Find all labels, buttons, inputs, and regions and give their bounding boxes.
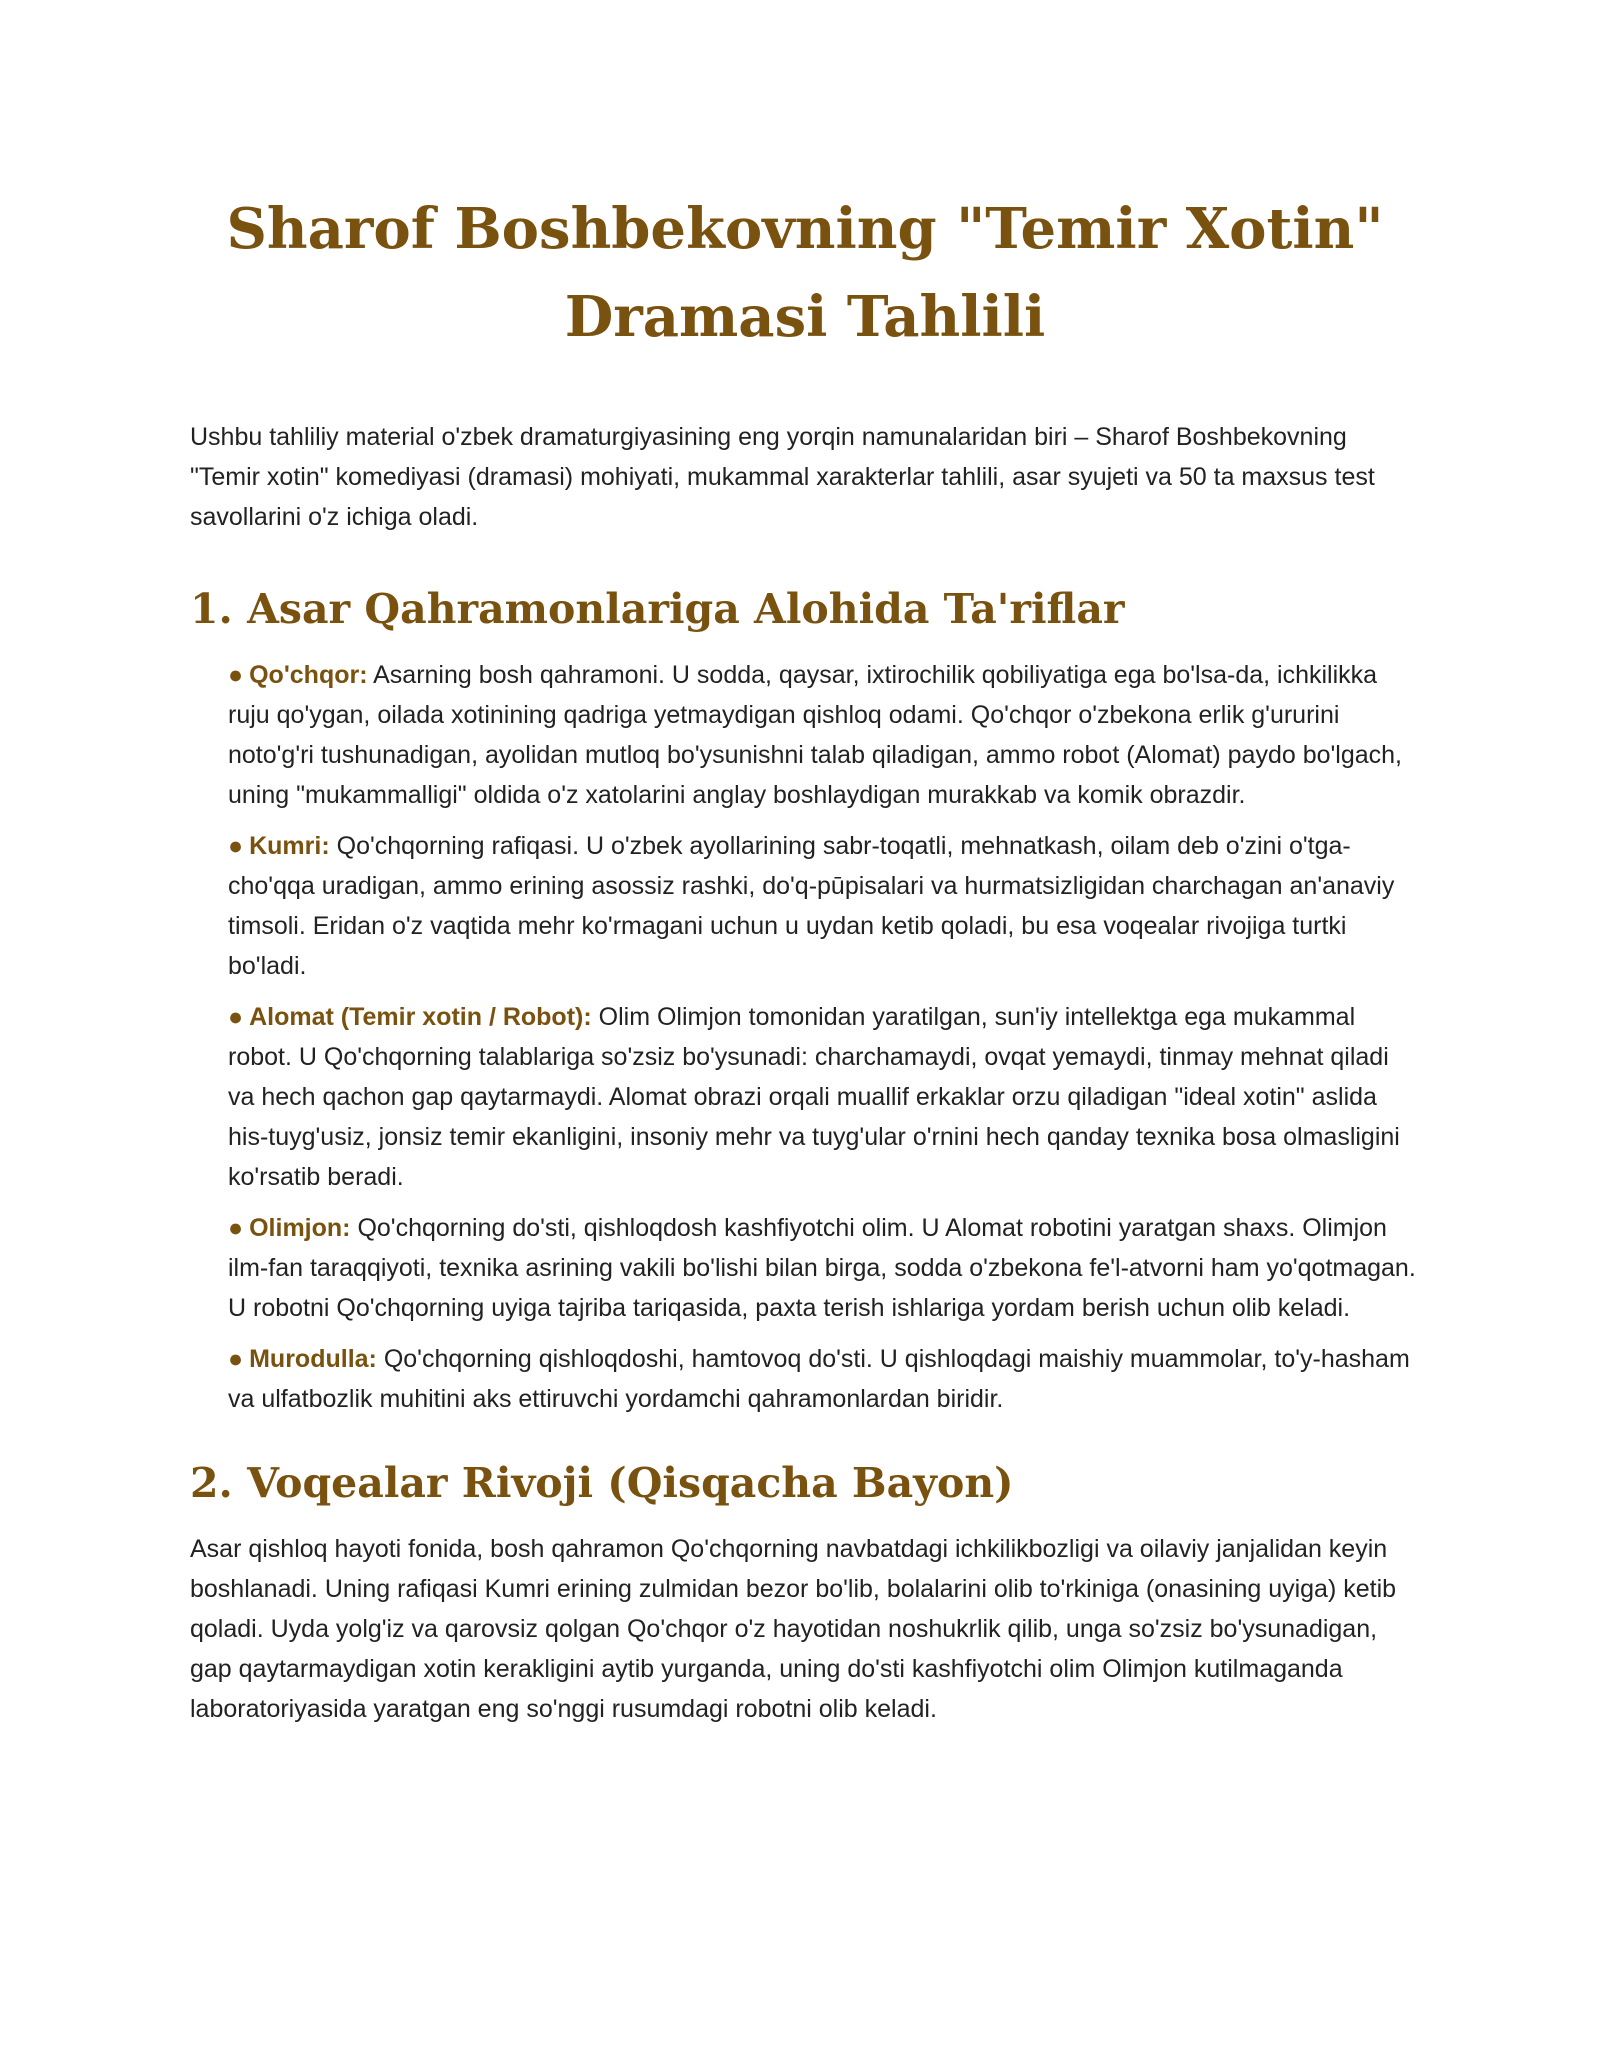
character-item-kumri <box>228 826 1420 986</box>
bullet-icon: ● <box>228 661 244 689</box>
bullet-icon: ● <box>228 832 244 860</box>
intro-paragraph: Ushbu tahliliy material o'zbek dramaturgiyasining eng yorqin namunalaridan biri – Sharof Boshbekovning "Temir xotin" komediyasi (dramasi) mohiyati, mukammal xarakterlar tahlili, asar syujeti va 50 ta maxsus test savollarini o'z ichiga oladi. <box>190 423 1375 531</box>
section-1-heading: 1. Asar Qahramonlariga Alohida Ta'riflar <box>190 585 1125 633</box>
character-description: Asarning bosh qahramoni. U sodda, qaysar, ixtirochilik qobiliyatiga ega bo'lsa-da, ichkilikka ruju qo'ygan, oilada xotinining qadriga yetmaydigan qishloq odami. Qo'chqor o'zbekona erlik g'ururini noto'g'ri tushunadigan, ayolidan mutloq bo'ysunishni talab qiladigan, ammo robot (Alomat) paydo bo'lgach, uning "mukammalligi" oldida o'z xatolarini anglay boshlaydigan murakkab va komik obrazdir. <box>228 661 1402 809</box>
character-name: Murodulla: <box>249 1345 377 1373</box>
character-description: Qo'chqorning qishloqdoshi, hamtovoq do'sti. U qishloqdagi maishiy muammolar, to'y-hasham va ulfatbozlik muhitini aks ettiruvchi yordamchi qahramonlardan biridir. <box>228 1345 1410 1413</box>
character-description: Qo'chqorning rafiqasi. U o'zbek ayollarining sabr-toqatli, mehnatkash, oilam deb o'zini o'tga-cho'qqa uradigan, ammo erining asossiz rashki, do'q-pūpisalari va hurmatsizligidan charchagan an'anaviy timsoli. Eridan o'z vaqtida mehr ko'rmagani uchun u uydan ketib qoladi, bu esa voqealar rivojiga turtki bo'ladi. <box>228 832 1395 980</box>
character-name: Olimjon: <box>249 1214 351 1242</box>
bullet-icon: ● <box>228 1003 244 1031</box>
character-list <box>190 655 1420 1419</box>
character-item-alomat <box>228 997 1420 1197</box>
character-name: Qo'chqor: <box>249 661 368 689</box>
document-title: Sharof Boshbekovning "Temir Xotin" Dramasi Tahlili <box>226 196 1384 350</box>
character-description: Qo'chqorning do'sti, qishloqdosh kashfiyotchi olim. U Alomat robotini yaratgan shaxs. Olimjon ilm-fan taraqqiyoti, texnika asrining vakili bo'lishi bilan birga, sodda o'zbekona fe'l-atvorni ham yo'qotmagan. U robotni Qo'chqorning uyiga tajriba tariqasida, paxta terish ishlariga yordam berish uchun olib keladi. <box>228 1214 1416 1322</box>
document-page <box>190 185 1420 1729</box>
story-paragraph: Asar qishloq hayoti fonida, bosh qahramon Qo'chqorning navbatdagi ichkilikbozligi va oilaviy janjalidan keyin boshlanadi. Uning rafiqasi Kumri erining zulmidan bezor bo'lib, bolalarini olib to'rkiniga (onasining uyiga) ketib qoladi. Uyda yolg'iz va qarovsiz qolgan Qo'chqor o'z hayotidan noshukrlik qilib, unga so'zsiz bo'ysunadigan, gap qaytarmaydigan xotin kerakligini aytib yurganda, uning do'sti kashfiyotchi olim Olimjon kutilmaganda laboratoriyasida yaratgan eng so'nggi rusumdagi robotni olib keladi. <box>190 1535 1397 1723</box>
bullet-icon: ● <box>228 1345 244 1373</box>
section-2-heading: 2. Voqealar Rivoji (Qisqacha Bayon) <box>190 1459 1014 1507</box>
character-item-murodulla <box>228 1339 1420 1419</box>
character-item-qochqor <box>228 655 1420 815</box>
character-item-olimjon <box>228 1208 1420 1328</box>
character-name: Alomat (Temir xotin / Robot): <box>249 1003 592 1031</box>
bullet-icon: ● <box>228 1214 244 1242</box>
character-description: Olim Olimjon tomonidan yaratilgan, sun'iy intellektga ega mukammal robot. U Qo'chqorning talablariga so'zsiz bo'ysunadi: charchamaydi, ovqat yemaydi, tinmay mehnat qiladi va hech qachon gap qaytarmaydi. Alomat obrazi orqali muallif erkaklar orzu qiladigan "ideal xotin" aslida his-tuyg'usiz, jonsiz temir ekanligini, insoniy mehr va tuyg'ular o'rnini hech qanday texnika bosa olmasligini ko'rsatib beradi. <box>228 1003 1400 1191</box>
character-name: Kumri: <box>249 832 330 860</box>
